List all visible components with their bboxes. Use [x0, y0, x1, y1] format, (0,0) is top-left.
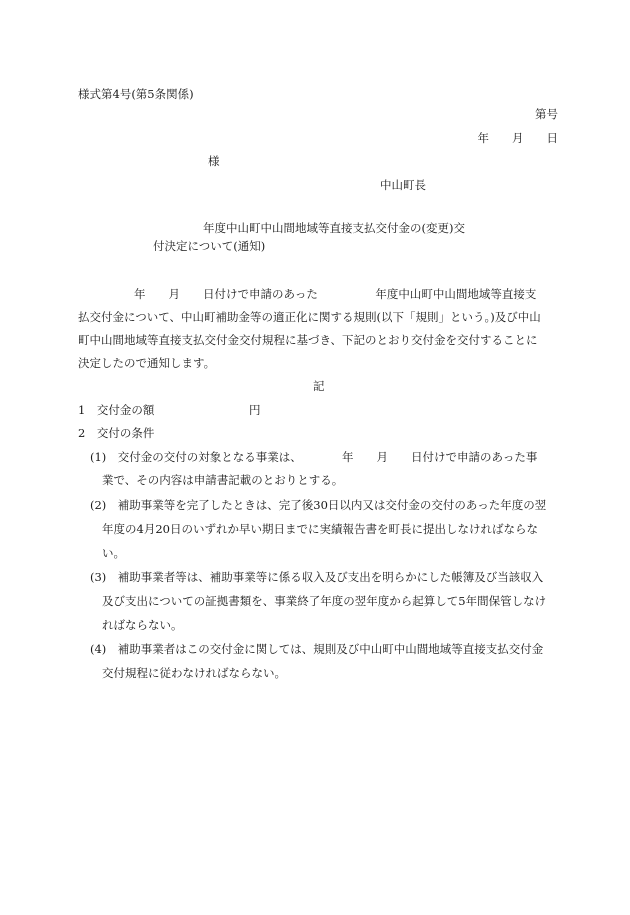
date-line: 年 月 日: [477, 131, 558, 145]
title-line-2: 付決定について(通知): [153, 239, 266, 253]
ki-heading: 記: [313, 379, 325, 393]
condition-1-line-2: 業で、その内容は申請書記載のとおりとする。: [102, 473, 344, 487]
condition-1-line-1: (1) 交付金の交付の対象となる事業は、 年 月 日付けで申請のあった事: [90, 450, 538, 464]
condition-3-line-1: (3) 補助事業者等は、補助事業等に係る収入及び支出を明らかにした帳簿及び当該収入: [90, 570, 544, 584]
item-1-label: 1 交付金の額: [78, 403, 155, 417]
document-number: 第号: [535, 107, 558, 121]
condition-3-line-2: 及び支出についての証拠書類を、事業終了年度の翌年度から起算して5年間保管しなけ: [102, 594, 547, 608]
condition-4-line-1: (4) 補助事業者はこの交付金に関しては、規則及び中山町中山間地域等直接支払交付金: [90, 642, 544, 656]
condition-2-line-2: 年度の4月20日のいずれか早い期日までに実績報告書を町長に提出しなければならな: [102, 522, 538, 536]
body-line-3: 町中山間地域等直接支払交付金交付規程に基づき、下記のとおり交付金を交付することに: [78, 333, 538, 347]
condition-4-line-2: 交付規程に従わなければならない。: [102, 666, 286, 680]
sender: 中山町長: [380, 178, 426, 192]
body-line-1: 年 月 日付けで申請のあった 年度中山町中山間地域等直接支: [134, 287, 537, 301]
item-1-unit: 円: [249, 403, 261, 417]
condition-2-line-3: い。: [102, 546, 125, 560]
body-line-2: 払交付金について、中山町補助金等の適正化に関する規則(以下「規則」という。)及び中山: [78, 310, 541, 324]
item-2-label: 2 交付の条件: [78, 426, 155, 440]
recipient: 様: [208, 154, 220, 168]
title-line-1: 年度中山町中山間地域等直接支払交付金の(変更)交: [203, 221, 465, 235]
body-line-4: 決定したので通知します。: [78, 356, 216, 370]
condition-2-line-1: (2) 補助事業等を完了したときは、完了後30日以内又は交付金の交付のあった年度の翌: [90, 498, 547, 512]
form-label: 様式第4号(第5条関係): [78, 87, 194, 101]
condition-3-line-3: ればならない。: [102, 618, 183, 632]
